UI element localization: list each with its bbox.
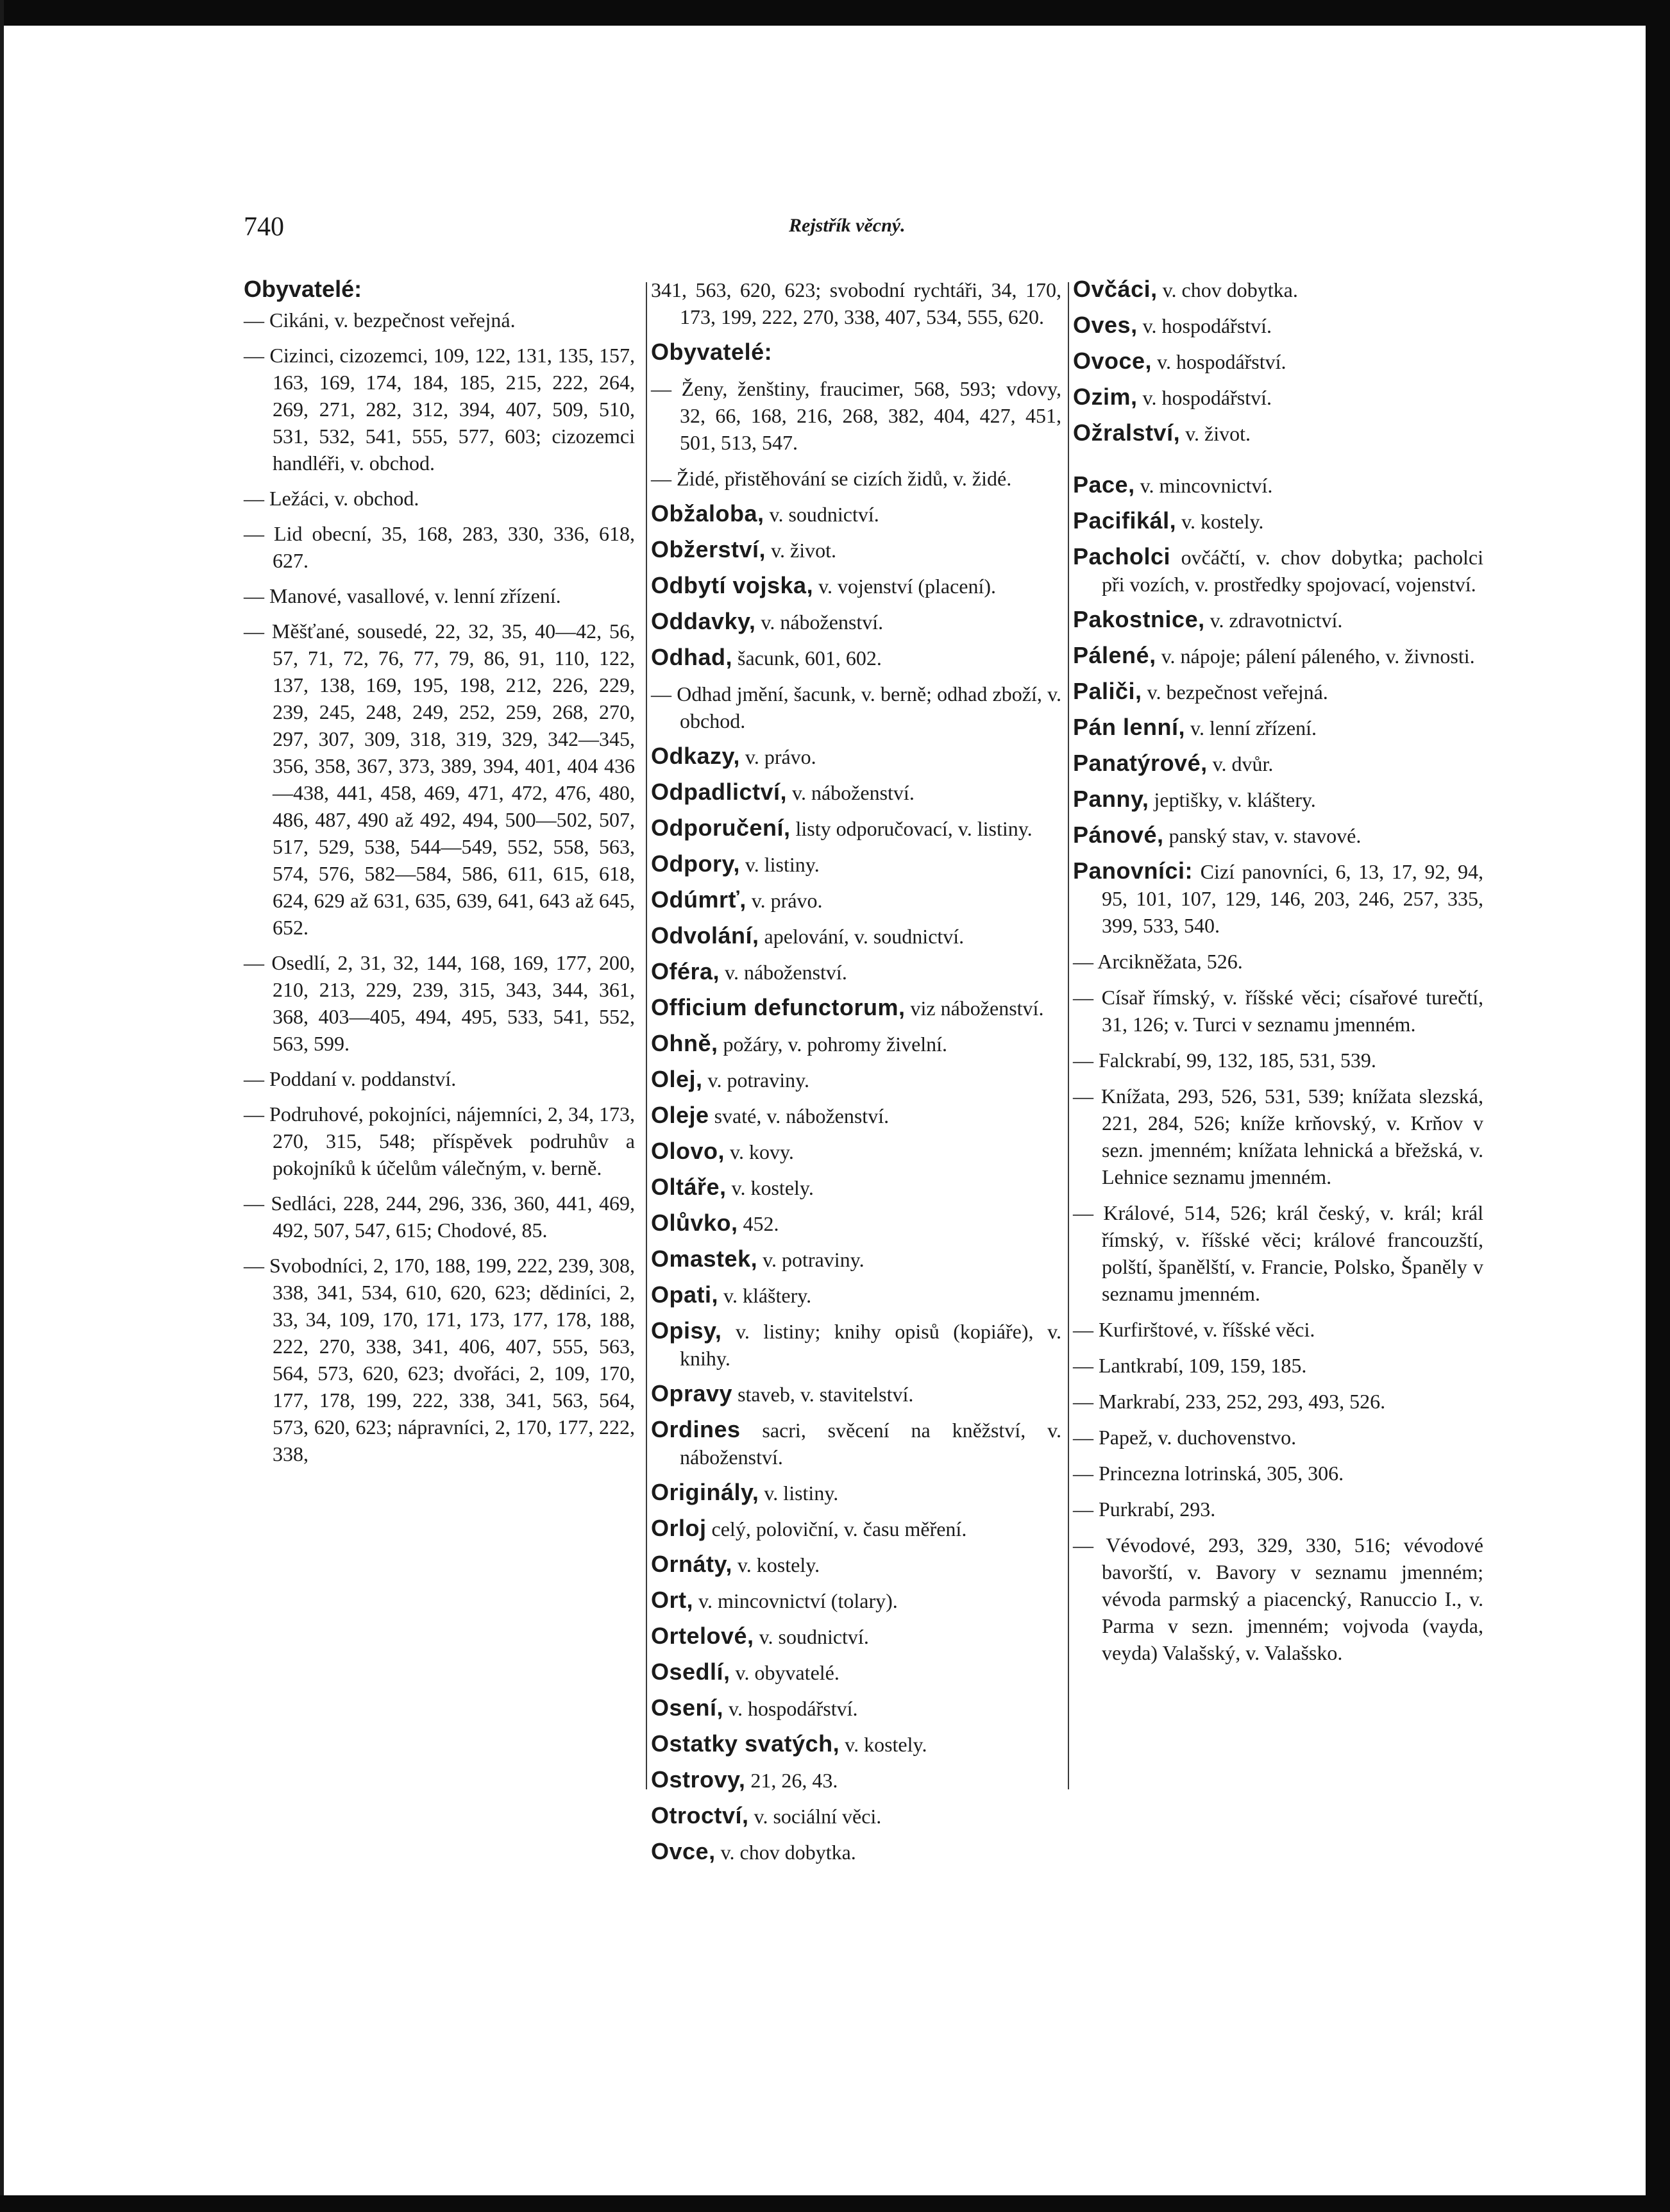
index-entry: — Svobodníci, 2, 170, 188, 199, 222, 239, 308, 338, 341, 534, 610, 620, 623; dědiníci, 2, 33, 34, 109, 170, 171, 173, 177, 178, 188, 222, 270, 338, 341, 406, 407, 555, 563, 564, 573, 620, 623; dvořáci, 2, 109, 170, 177, 178, 199, 222, 338, 341, 563, 564, 573, 620, 623; nápravníci, 2, 170, 177, 222, 338, xyxy=(244,1254,635,1465)
index-entry-text: — Císař římský, v. říšské věci; císařové turečtí, 31, 126; v. Turci v seznamu jmenném. xyxy=(1073,986,1483,1036)
index-entry xyxy=(651,1479,1061,1507)
index-entry-text: požáry, v. pohromy živelní. xyxy=(718,1033,948,1056)
index-entry-text: ovčáčtí, v. chov dobytka; pacholci při vozích, v. prostředky spojovací, vojenství. xyxy=(1102,546,1483,596)
index-entry-text: v. kostely. xyxy=(732,1553,820,1576)
index-entry xyxy=(651,1317,1061,1372)
index-entry xyxy=(1073,678,1483,705)
index-entry-text: Cizí panovníci, 6, 13, 17, 92, 94, 95, 101, 107, 129, 146, 203, 246, 257, 335, 399, 533, 540. xyxy=(1102,860,1483,937)
index-entry: — Sedláci, 228, 244, 296, 336, 360, 441, 469, 492, 507, 547, 615; Chodové, 85. xyxy=(244,1192,635,1242)
index-entry-text: v. nápoje; pálení páleného, v. živnosti. xyxy=(1156,645,1475,668)
index-headword: Odhad, xyxy=(651,644,732,670)
index-entry-text: v. náboženství. xyxy=(787,781,915,804)
index-headword: Odvolání, xyxy=(651,922,759,949)
index-entry xyxy=(651,276,1061,330)
index-entry xyxy=(651,1623,1061,1650)
index-headword: Originály, xyxy=(651,1479,759,1505)
index-headword: Ort, xyxy=(651,1587,694,1613)
index-headword: Osedlí, xyxy=(651,1659,730,1685)
index-entry xyxy=(1073,1495,1483,1523)
index-entry xyxy=(651,339,1061,366)
index-entry-text: 341, 563, 620, 623; svobodní rychtáři, 34, 170, 173, 199, 222, 270, 338, 407, 534, 555, 620. xyxy=(651,278,1061,328)
index-entry-text: — Princezna lotrinská, 305, 306. xyxy=(1073,1462,1344,1485)
index-entry-text: — Ženy, ženštiny, fraucimer, 568, 593; vdovy, 32, 66, 168, 216, 268, 382, 404, 427, 451, 501, 513, 547. xyxy=(651,377,1061,454)
index-entry-text: — Markrabí, 233, 252, 293, 493, 526. xyxy=(1073,1390,1386,1413)
index-entry-text: šacunk, 601, 602. xyxy=(732,646,882,670)
index-headword: Paliči, xyxy=(1073,678,1142,704)
index-entry xyxy=(1073,348,1483,375)
index-headword: Olůvko, xyxy=(651,1210,738,1236)
index-entry xyxy=(1073,1387,1483,1415)
index-entry: — Cikáni, v. bezpečnost veřejná. xyxy=(244,308,516,332)
index-entry-text: v. bezpečnost veřejná. xyxy=(1142,680,1328,704)
index-entry xyxy=(651,1416,1061,1471)
index-entry xyxy=(651,1515,1061,1542)
index-entry-text: svaté, v. náboženství. xyxy=(709,1104,890,1127)
index-entry xyxy=(651,1730,1061,1758)
index-entry-text: v. soudnictví. xyxy=(754,1625,869,1648)
index-entry: — Cizinci, cizozemci, 109, 122, 131, 135, 157, 163, 169, 174, 184, 185, 215, 222, 264, 269, 271, 282, 312, 394, 407, 509, 510, 531, 532, 541, 555, 577, 603; cizozemci handléři, v. obchod. xyxy=(244,344,635,475)
index-headword: Ovce, xyxy=(651,1838,716,1864)
index-headword: Pán lenní, xyxy=(1073,714,1186,740)
index-headword: Ožralství, xyxy=(1073,419,1181,446)
index-entry xyxy=(1073,1459,1483,1487)
index-headword: Ortelové, xyxy=(651,1623,754,1649)
index-entry xyxy=(1073,947,1483,975)
index-entry xyxy=(1073,1046,1483,1074)
index-entry xyxy=(651,608,1061,636)
index-headword: Odúmrť, xyxy=(651,886,746,913)
index-headword: Ovoce, xyxy=(1073,348,1152,374)
index-column-3 xyxy=(1073,276,1483,1675)
index-entry-text: v. obyvatelé. xyxy=(730,1661,839,1684)
index-headword: Otroctví, xyxy=(651,1802,749,1828)
index-entry xyxy=(1073,1082,1483,1190)
index-entry xyxy=(651,1245,1061,1273)
index-headword: Officium defunctorum, xyxy=(651,994,906,1020)
index-entry xyxy=(651,1802,1061,1830)
index-entry xyxy=(1073,642,1483,670)
index-entry xyxy=(651,1281,1061,1309)
index-entry xyxy=(651,1694,1061,1722)
index-entry: — Manové, vasallové, v. lenní zřízení. xyxy=(244,584,561,607)
index-entry-text: — Židé, přistěhování se cizích židů, v. židé. xyxy=(651,467,1012,490)
index-entry xyxy=(1073,471,1483,499)
index-entry: — Poddaní v. poddanství. xyxy=(244,1067,457,1090)
index-entry xyxy=(651,1102,1061,1129)
index-entry-text: v. lenní zřízení. xyxy=(1185,716,1317,739)
index-entry xyxy=(651,994,1061,1022)
index-entry xyxy=(651,644,1061,671)
column-rule-1 xyxy=(646,282,647,1789)
index-entry-text: v. právo. xyxy=(739,745,816,768)
index-entry-text: v. kostely. xyxy=(1176,510,1264,533)
index-entry xyxy=(651,1174,1061,1201)
index-entry-text: — Knížata, 293, 526, 531, 539; knížata slezská, 221, 284, 526; kníže krňovský, v. Krňov v sezn. jmenném; knížata lehnická a břežská, v. Lehnice seznamu jmenném. xyxy=(1073,1085,1483,1188)
index-entry xyxy=(651,1066,1061,1093)
index-entry xyxy=(1073,786,1483,813)
index-headword: Panny, xyxy=(1073,786,1149,812)
index-headword: Olej, xyxy=(651,1066,703,1092)
index-heading: Obyvatelé: xyxy=(244,276,362,302)
index-entry xyxy=(1073,384,1483,411)
index-entry xyxy=(1073,822,1483,849)
index-entry-text: 452. xyxy=(738,1212,779,1235)
index-entry xyxy=(651,1838,1061,1866)
index-entry xyxy=(651,958,1061,986)
index-entry-text: v. chov dobytka. xyxy=(1157,278,1298,301)
index-entry xyxy=(1073,714,1483,741)
index-entry-text: — Lantkrabí, 109, 159, 185. xyxy=(1073,1354,1307,1377)
index-entry xyxy=(651,1030,1061,1058)
index-headword: Pace, xyxy=(1073,471,1135,498)
index-headword: Olovo, xyxy=(651,1138,725,1164)
index-headword: Omastek, xyxy=(651,1245,758,1272)
index-headword: Opisy, xyxy=(651,1317,722,1344)
index-entry-text: sacri, svěcení na kněžství, v. náboženství. xyxy=(680,1419,1061,1469)
index-entry-text: v. listiny; knihy opisů (kopiáře), v. knihy. xyxy=(680,1320,1061,1370)
index-entry-text: listy odporučovací, v. listiny. xyxy=(790,817,1033,840)
index-entry xyxy=(651,375,1061,456)
index-entry-text: — Falckrabí, 99, 132, 185, 531, 539. xyxy=(1073,1049,1376,1072)
index-entry-text: v. kostely. xyxy=(726,1176,814,1199)
index-entry-text: staveb, v. stavitelství. xyxy=(732,1383,914,1406)
index-entry-text: v. potraviny. xyxy=(702,1068,810,1092)
index-entry xyxy=(651,1551,1061,1578)
index-headword: Oltáře, xyxy=(651,1174,727,1200)
index-entry-text: v. mincovnictví (tolary). xyxy=(693,1589,898,1612)
index-entry xyxy=(651,1380,1061,1408)
index-entry xyxy=(1073,1531,1483,1666)
index-entry-text: v. mincovnictví. xyxy=(1134,474,1273,497)
index-entry xyxy=(1073,312,1483,339)
index-entry xyxy=(651,850,1061,878)
index-entry-text: v. potraviny. xyxy=(757,1248,865,1271)
index-entry xyxy=(651,743,1061,770)
index-headword: Ostatky svatých, xyxy=(651,1730,840,1757)
index-entry-text: v. náboženství. xyxy=(755,611,884,634)
index-entry-text: v. náboženství. xyxy=(720,961,847,984)
scan-border-top xyxy=(0,0,1670,26)
column-rule-2 xyxy=(1068,282,1069,1789)
index-entry xyxy=(651,815,1061,842)
index-entry-text: v. kovy. xyxy=(725,1140,794,1163)
index-entry xyxy=(1073,543,1483,598)
index-headword: Odporučení, xyxy=(651,815,791,841)
index-headword: Odkazy, xyxy=(651,743,740,769)
index-headword: Orloj xyxy=(651,1515,707,1541)
index-entry xyxy=(1073,1351,1483,1379)
index-entry xyxy=(651,886,1061,914)
running-head: Rejstřík věcný. xyxy=(789,215,906,236)
index-entry xyxy=(651,1766,1061,1794)
index-entry-text: v. hospodářství. xyxy=(1152,350,1286,373)
index-headword: Pánové, xyxy=(1073,822,1164,848)
index-column-2 xyxy=(651,276,1061,1874)
index-entry-text: v. listiny. xyxy=(739,853,820,876)
index-entry xyxy=(651,536,1061,564)
index-entry-text: v. hospodářství. xyxy=(1137,386,1272,409)
index-entry xyxy=(651,779,1061,806)
index-entry xyxy=(651,464,1061,492)
index-entry-text: v. listiny. xyxy=(759,1482,839,1505)
index-entry xyxy=(1073,1199,1483,1307)
index-entry-text: celý, poloviční, v. času měření. xyxy=(706,1517,967,1541)
index-entry xyxy=(651,572,1061,600)
index-entry-text: — Odhad jmění, šacunk, v. berně; odhad zboží, v. obchod. xyxy=(651,682,1061,732)
index-headword: Pálené, xyxy=(1073,642,1156,668)
index-headword: Odpory, xyxy=(651,850,740,877)
index-entry-text: v. právo. xyxy=(746,889,823,912)
index-entry-text: v. hospodářství. xyxy=(1137,314,1272,337)
index-entry-text: v. sociální věci. xyxy=(748,1805,882,1828)
index-headword: Ohně, xyxy=(651,1030,718,1056)
index-entry: — Osedlí, 2, 31, 32, 144, 168, 169, 177, 200, 210, 213, 229, 239, 315, 343, 344, 361, 368, 403—405, 494, 495, 533, 541, 552, 563, 599. xyxy=(244,951,635,1055)
index-headword: Osení, xyxy=(651,1694,724,1721)
index-headword: Obyvatelé: xyxy=(651,339,773,365)
index-entry-text: — Vévodové, 293, 329, 330, 516; vévodové bavorští, v. Bavory v seznamu jmenném; vévoda parmský a piacencký, Ranuccio I., v. Parma v sezn. jmenném; vojvoda (vayda, veyda) Valašský, v. Valašsko. xyxy=(1073,1533,1483,1664)
index-entry-text: apelování, v. soudnictví. xyxy=(759,925,965,948)
index-entry-text: — Papež, v. duchovenstvo. xyxy=(1073,1426,1297,1449)
index-headword: Oves, xyxy=(1073,312,1138,338)
index-entry xyxy=(651,680,1061,734)
index-entry xyxy=(1073,1423,1483,1451)
index-entry xyxy=(1073,750,1483,777)
index-headword: Ovčáci, xyxy=(1073,276,1158,302)
index-headword: Oddavky, xyxy=(651,608,756,634)
index-headword: Obžaloba, xyxy=(651,500,764,527)
index-entry xyxy=(1073,983,1483,1038)
index-headword: Pacholci xyxy=(1073,543,1171,570)
index-entry-text: viz náboženství. xyxy=(905,997,1044,1020)
index-entry: — Lid obecní, 35, 168, 283, 330, 336, 618, 627. xyxy=(244,522,635,572)
index-headword: Ozim, xyxy=(1073,384,1138,410)
index-headword: Obžerství, xyxy=(651,536,766,562)
index-entry xyxy=(651,500,1061,528)
index-entry xyxy=(1073,606,1483,634)
index-headword: Ostrovy, xyxy=(651,1766,746,1793)
index-entry xyxy=(1073,1315,1483,1343)
index-headword: Opati, xyxy=(651,1281,719,1308)
index-entry xyxy=(651,1210,1061,1237)
index-entry xyxy=(1073,507,1483,535)
index-entry-text: 21, 26, 43. xyxy=(745,1769,838,1792)
index-entry-text: panský stav, v. stavové. xyxy=(1163,824,1362,847)
index-entry xyxy=(651,1659,1061,1686)
index-headword: Ordines xyxy=(651,1416,741,1442)
index-headword: Ornáty, xyxy=(651,1551,732,1577)
index-entry-text: — Králové, 514, 526; král český, v. král; král římský, v. říšské věci; králové francouzští, polští, španělští, v. Francie, Polsko, Španěly v seznamu jmenném. xyxy=(1073,1201,1483,1305)
index-entry xyxy=(1073,276,1483,303)
index-entry xyxy=(651,922,1061,950)
index-entry-text: v. kláštery. xyxy=(718,1284,812,1307)
index-entry xyxy=(651,1587,1061,1614)
index-headword: Panovníci: xyxy=(1073,857,1193,884)
index-entry-text: v. dvůr. xyxy=(1207,752,1274,775)
index-entry-text: v. soudnictví. xyxy=(764,503,879,526)
index-entry-text: — Arcikněžata, 526. xyxy=(1073,950,1243,973)
index-entry: — Ležáci, v. obchod. xyxy=(244,487,419,510)
index-headword: Oleje xyxy=(651,1102,709,1128)
index-entry: — Podruhové, pokojníci, nájemníci, 2, 34, 173, 270, 315, 548; příspěvek podruhův a pokojníků k účelům válečným, v. berně. xyxy=(244,1102,635,1179)
index-headword: Oféra, xyxy=(651,958,720,984)
index-headword: Pakostnice, xyxy=(1073,606,1205,632)
index-entry xyxy=(1073,857,1483,939)
index-entry-text: v. život. xyxy=(766,539,836,562)
page-number: 740 xyxy=(244,212,284,242)
index-entry: — Měšťané, sousedé, 22, 32, 35, 40—42, 56, 57, 71, 72, 76, 77, 79, 86, 91, 110, 122, 137, 138, 169, 195, 198, 212, 226, 229, 239, 245, 248, 249, 252, 259, 268, 270, 297, 307, 309, 318, 319, 329, 342—345, 356, 358, 367, 373, 389, 394, 401, 404 436—438, 441, 458, 469, 471, 472, 476, 480, 486, 487, 490 až 492, 494, 500—502, 507, 517, 529, 538, 544—549, 552, 558, 563, 574, 576, 582—584, 586, 611, 615, 618, 624, 629 až 631, 635, 639, 641, 643 až 645, 652. xyxy=(244,620,635,939)
index-headword: Odbytí vojska, xyxy=(651,572,814,598)
index-entry xyxy=(1073,419,1483,447)
index-entry-text: v. chov dobytka. xyxy=(715,1841,856,1864)
scan-border-right xyxy=(1646,0,1670,2212)
index-entry-text: v. hospodářství. xyxy=(723,1697,858,1720)
index-entry-text: v. zdravotnictví. xyxy=(1204,609,1343,632)
index-entry-text: — Kurfirštové, v. říšské věci. xyxy=(1073,1318,1315,1341)
index-entry xyxy=(651,1138,1061,1165)
index-entry-text: jeptišky, v. kláštery. xyxy=(1149,788,1316,811)
index-headword: Odpadlictví, xyxy=(651,779,788,805)
index-headword: Panatýrové, xyxy=(1073,750,1208,776)
index-entry-text: v. vojenství (placení). xyxy=(813,575,997,598)
index-column-1 xyxy=(244,276,635,1476)
scan-border-bottom xyxy=(0,2195,1670,2212)
index-entry-text: v. kostely. xyxy=(839,1733,927,1756)
index-headword: Opravy xyxy=(651,1380,733,1406)
index-entry-text: — Purkrabí, 293. xyxy=(1073,1498,1216,1521)
scan-border-left xyxy=(0,0,4,2212)
index-entry-text: v. život. xyxy=(1180,422,1251,445)
index-headword: Pacifikál, xyxy=(1073,507,1177,534)
